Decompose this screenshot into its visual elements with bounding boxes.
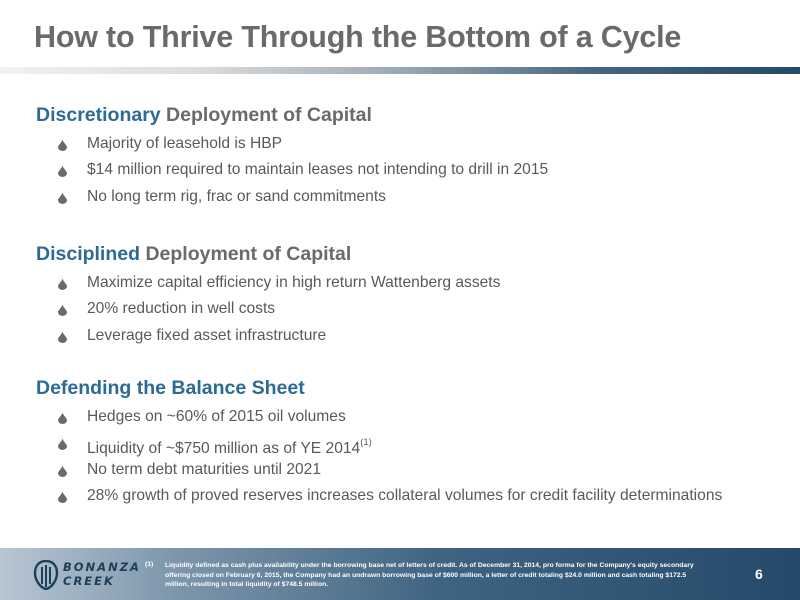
oil-drop-icon	[58, 278, 67, 290]
bullet-item	[36, 433, 722, 459]
section-balance-sheet	[36, 376, 722, 513]
bullet-item	[36, 134, 548, 160]
footnote-reference: (1)	[360, 437, 372, 449]
oil-drop-icon	[58, 192, 67, 204]
section-heading	[36, 242, 500, 266]
title-divider	[0, 67, 800, 74]
bullet-item	[36, 160, 548, 186]
logo-line-2: CREEK	[63, 574, 115, 588]
bullet-text: No term debt maturities until 2021	[87, 460, 322, 478]
bullet-item	[36, 273, 500, 299]
section-heading-rest: Deployment of Capital	[160, 104, 372, 126]
oil-drop-icon	[58, 465, 67, 477]
oil-drop-icon	[58, 491, 67, 503]
bullet-text: Hedges on ~60% of 2015 oil volumes	[87, 408, 346, 425]
bullet-item	[36, 486, 722, 512]
bullet-text: Leverage fixed asset infrastructure	[87, 326, 327, 344]
bullet-list	[36, 134, 548, 213]
oil-drop-icon	[58, 331, 67, 343]
logo-line-1: BONANZA	[63, 560, 141, 574]
bullet-text: Liquidity of ~$750 million as of YE 2014	[87, 440, 361, 458]
oil-drop-icon	[58, 412, 67, 424]
bullet-text: 28% growth of proved reserves increases collateral volumes for credit facility determinations	[87, 487, 723, 505]
bullet-item	[36, 326, 500, 352]
section-heading	[36, 376, 722, 400]
section-heading-accent: Discretionary	[36, 104, 161, 126]
section-heading-accent: Disciplined	[36, 243, 141, 265]
section-heading-rest: Deployment of Capital	[140, 243, 352, 265]
bullet-text: 20% reduction in well costs	[87, 300, 276, 318]
section-heading	[36, 103, 548, 127]
bullet-item	[36, 187, 548, 213]
section-heading-accent: Defending the Balance Sheet	[36, 377, 305, 399]
footnote-marker: (1)	[145, 561, 154, 568]
bullet-list	[36, 273, 500, 352]
page-number: 6	[755, 566, 763, 582]
bullet-text: Majority of leasehold is HBP	[87, 135, 283, 152]
footnote-text: Liquidity defined as cash plus availability under the borrowing base net of letters of credit. As of December 31, 2014, pro forma for the Company's equity secondary offering closed on February 6, 2015, the Company had an undrawn borrowing base of $600 million, a letter of credit totaling $24.0 million and cash totaling $172.5 million, resulting in total liquidity of $748.5 million.	[165, 562, 694, 589]
oil-drop-icon	[58, 304, 67, 316]
bullet-item	[36, 460, 722, 486]
logo-wordmark	[63, 560, 141, 588]
bullet-text: Maximize capital efficiency in high return Wattenberg assets	[87, 274, 501, 291]
bullet-item	[36, 299, 500, 325]
bullet-text: No long term rig, frac or sand commitments	[87, 187, 386, 205]
company-logo	[33, 558, 141, 592]
bonanza-creek-logo-mark	[33, 560, 59, 590]
oil-drop-icon	[58, 438, 67, 450]
section-disciplined	[36, 242, 500, 352]
bullet-item	[36, 407, 722, 433]
oil-drop-icon	[58, 165, 67, 177]
footer-bar	[0, 548, 800, 600]
oil-drop-icon	[58, 139, 67, 151]
slide-title: How to Thrive Through the Bottom of a Cycle	[34, 20, 682, 54]
section-discretionary	[36, 103, 548, 213]
bullet-list	[36, 407, 722, 513]
bullet-text: $14 million required to maintain leases not intending to drill in 2015	[87, 161, 549, 179]
